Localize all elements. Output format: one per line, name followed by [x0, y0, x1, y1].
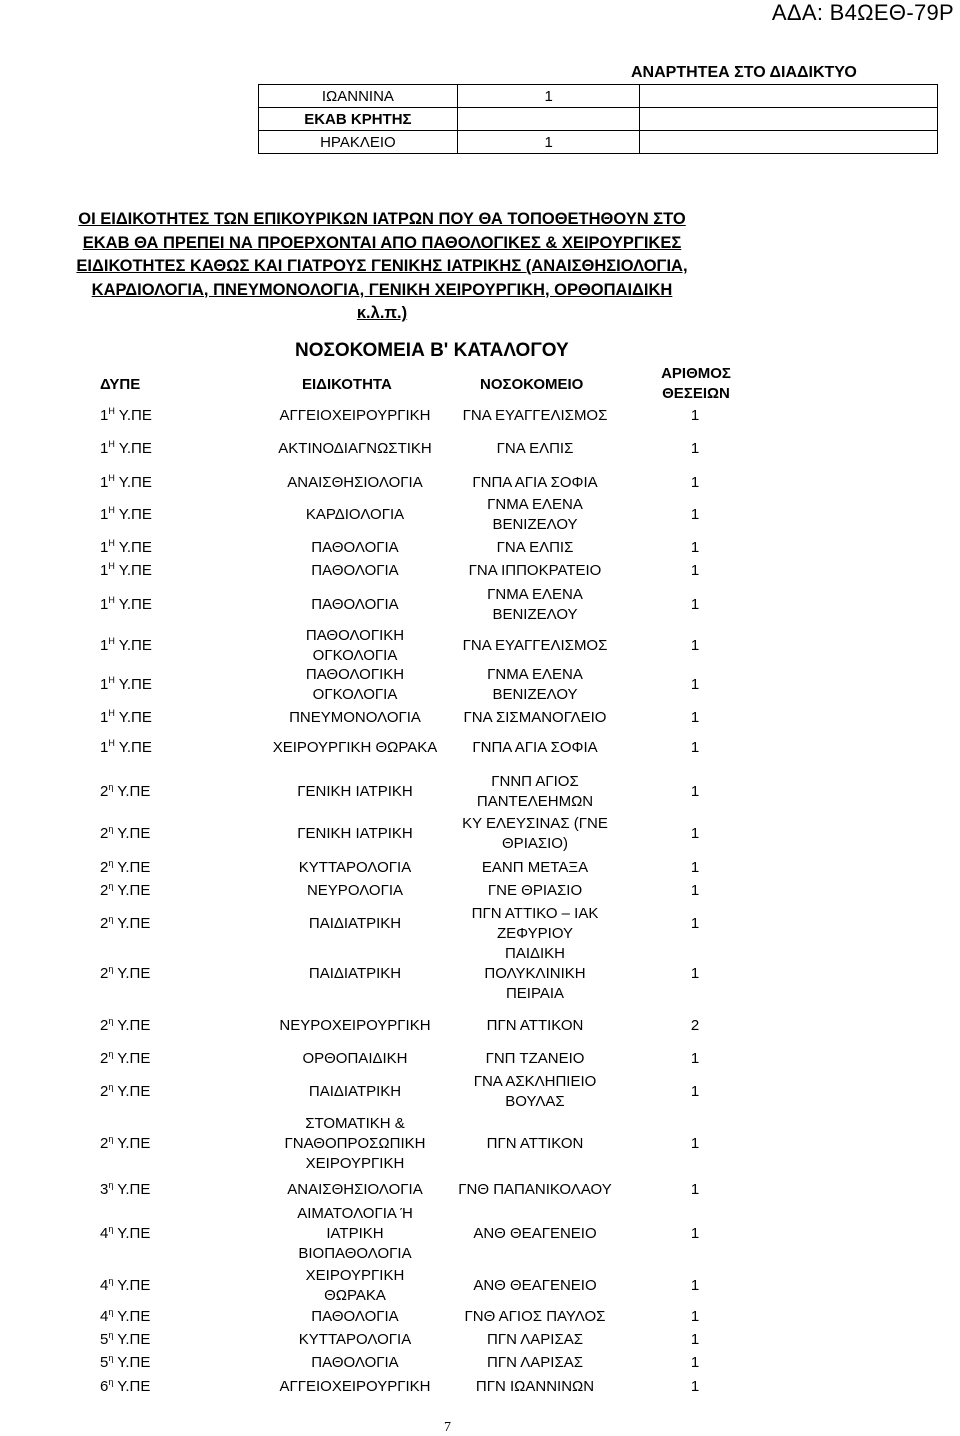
- hospital-line: ΒΕΝΙΖΕΛΟΥ: [492, 516, 578, 533]
- hospital-line: ΓΝΑ ΕΥΑΓΓΕΛΙΣΜΟΣ: [462, 637, 608, 654]
- dype-label: Υ.ΠΕ: [117, 965, 151, 982]
- dype-number: 1: [100, 637, 109, 654]
- dype-ordinal: η: [108, 1224, 114, 1234]
- positions-cell: 1: [690, 709, 700, 726]
- dype-cell: [100, 708, 152, 728]
- specialty-cell: [260, 914, 450, 934]
- hospital-line: ΓΝΑ ΣΙΣΜΑΝΟΓΛΕΙΟ: [463, 709, 607, 726]
- hospital-line: ΠΓΝ ΙΩΑΝΝΙΝΩΝ: [475, 1378, 595, 1395]
- dype-number: 2: [100, 859, 109, 876]
- dype-cell: [100, 1353, 150, 1373]
- dype-cell: [100, 824, 150, 844]
- dype-label: Υ.ΠΕ: [117, 1083, 151, 1100]
- dype-ordinal: η: [108, 1049, 114, 1059]
- column-header-positions-line1: ΑΡΙΘΜΟΣ: [661, 365, 731, 382]
- specialty-cell: [260, 1377, 450, 1397]
- specialty-line: ΑΓΓΕΙΟΧΕΙΡΟΥΡΓΙΚΗ: [279, 407, 431, 424]
- positions-cell: 1: [690, 1378, 700, 1395]
- hospital-line: ΠΟΛΥΚΛΙΝΙΚΗ: [484, 965, 586, 982]
- hospital-cell: [430, 1307, 640, 1327]
- column-header-dype: ΔΥΠΕ: [100, 376, 141, 393]
- specialty-line: ΟΓΚΟΛΟΓΙΑ: [312, 647, 398, 664]
- specialty-line: ΧΕΙΡΟΥΡΓΙΚΗ ΘΩΡΑΚΑ: [272, 739, 438, 756]
- column-header-specialty: ΕΙΔΙΚΟΤΗΤΑ: [302, 376, 392, 393]
- positions-cell: 1: [690, 1225, 700, 1242]
- dype-ordinal: η: [108, 881, 114, 891]
- dype-label: Υ.ΠΕ: [117, 1308, 151, 1325]
- dype-label: Υ.ΠΕ: [117, 1181, 151, 1198]
- dype-cell: [100, 1276, 150, 1296]
- positions-cell: 1: [690, 965, 700, 982]
- dype-label: Υ.ΠΕ: [117, 1050, 151, 1067]
- specialty-cell: [260, 824, 450, 844]
- hospital-line: ΠΕΙΡΑΙΑ: [505, 985, 565, 1002]
- hospital-line: ΠΓΝ ΑΤΤΙΚΟΝ: [486, 1017, 584, 1034]
- dype-label: Υ.ΠΕ: [117, 859, 151, 876]
- hospital-line: ΒΟΥΛΑΣ: [505, 1093, 565, 1110]
- hospital-line: ΓΝΕ ΘΡΙΑΣΙΟ: [487, 882, 583, 899]
- dype-cell: [100, 858, 150, 878]
- dype-cell: [100, 1307, 150, 1327]
- specialty-cell: [260, 858, 450, 878]
- positions-cell: 1: [690, 1354, 700, 1371]
- specialty-line: ΓΝΑΘΟΠΡΟΣΩΠΙΚΗ: [284, 1135, 426, 1152]
- specialty-cell: [260, 1266, 450, 1306]
- dype-cell: [100, 439, 152, 459]
- positions-cell: 1: [690, 1135, 700, 1152]
- dype-number: 5: [100, 1354, 109, 1371]
- hospital-cell: [430, 636, 640, 656]
- specialty-line: ΑΝΑΙΣΘΗΣΙΟΛΟΓΙΑ: [287, 1181, 423, 1198]
- dype-cell: [100, 473, 152, 493]
- dype-label: Υ.ΠΕ: [118, 562, 152, 579]
- hospital-cell: [430, 814, 640, 854]
- positions-cell: 1: [690, 676, 700, 693]
- specialty-line: ΧΕΙΡΟΥΡΓΙΚΗ: [305, 1155, 405, 1172]
- positions-cell: 1: [690, 1277, 700, 1294]
- top-table-city: ΕΚΑΒ ΚΡΗΤΗΣ: [259, 108, 458, 131]
- specialty-line: ΚΥΤΤΑΡΟΛΟΓΙΑ: [298, 859, 412, 876]
- specialty-line: ΠΑΙΔΙΑΤΡΙΚΗ: [308, 965, 402, 982]
- dype-number: 1: [100, 676, 109, 693]
- dype-ordinal: η: [108, 782, 114, 792]
- intro-line: ΕΙΔΙΚΟΤΗΤΕΣ ΚΑΘΩΣ ΚΑΙ ΓΙΑΤΡΟΥΣ ΓΕΝΙΚΗΣ ΙΑΤΡΙΚΗΣ (ΑΝΑΙΣΘΗΣΙΟΛΟΓΙΑ,: [76, 257, 688, 276]
- specialty-cell: [260, 782, 450, 802]
- dype-ordinal: η: [108, 1180, 114, 1190]
- specialty-line: ΧΕΙΡΟΥΡΓΙΚΗ: [305, 1267, 405, 1284]
- hospital-cell: [430, 881, 640, 901]
- hospital-line: ΠΑΝΤΕΛΕΗΜΩΝ: [476, 793, 594, 810]
- dype-cell: [100, 881, 150, 901]
- dype-label: Υ.ΠΕ: [117, 882, 151, 899]
- dype-cell: [100, 964, 150, 984]
- specialty-line: ΑΚΤΙΝΟΔΙΑΓΝΩΣΤΙΚΗ: [278, 440, 432, 457]
- specialty-cell: [260, 1307, 450, 1327]
- dype-label: Υ.ΠΕ: [117, 1225, 151, 1242]
- hospital-cell: [430, 495, 640, 535]
- dype-number: 1: [100, 474, 109, 491]
- specialty-cell: [260, 1114, 450, 1174]
- hospital-line: ΒΕΝΙΖΕΛΟΥ: [492, 686, 578, 703]
- positions-cell: 1: [690, 1181, 700, 1198]
- hospital-cell: [430, 439, 640, 459]
- dype-number: 2: [100, 1135, 109, 1152]
- specialty-line: ΘΩΡΑΚΑ: [324, 1287, 386, 1304]
- dype-label: Υ.ΠΕ: [118, 637, 152, 654]
- positions-cell: 1: [690, 1331, 700, 1348]
- hospital-cell: [430, 708, 640, 728]
- hospital-cell: [430, 561, 640, 581]
- positions-cell: 1: [690, 407, 700, 424]
- hospital-line: ΓΝΘ ΠΑΠΑΝΙΚΟΛΑΟΥ: [458, 1181, 612, 1198]
- dype-label: Υ.ΠΕ: [117, 783, 151, 800]
- intro-line: κ.λ.π.): [356, 304, 408, 323]
- top-table-city: ΗΡΑΚΛΕΙΟ: [259, 131, 458, 154]
- hospital-line: ΠΓΝ ΛΑΡΙΣΑΣ: [486, 1354, 583, 1371]
- hospital-cell: [430, 1016, 640, 1036]
- dype-number: 2: [100, 1017, 109, 1034]
- hospital-cell: [430, 944, 640, 1004]
- positions-cell: 1: [690, 882, 700, 899]
- hospital-line: ΓΝΑ ΕΥΑΓΓΕΛΙΣΜΟΣ: [462, 407, 608, 424]
- dype-number: 1: [100, 539, 109, 556]
- dype-cell: [100, 1180, 150, 1200]
- specialty-line: ΠΑΙΔΙΑΤΡΙΚΗ: [308, 915, 402, 932]
- dype-number: 6: [100, 1378, 109, 1395]
- dype-cell: [100, 1049, 150, 1069]
- dype-cell: [100, 914, 150, 934]
- dype-ordinal: Η: [108, 595, 115, 605]
- dype-label: Υ.ΠΕ: [118, 539, 152, 556]
- positions-cell: 1: [690, 1050, 700, 1067]
- positions-cell: 1: [690, 739, 700, 756]
- dype-label: Υ.ΠΕ: [118, 506, 152, 523]
- specialty-line: ΚΑΡΔΙΟΛΟΓΙΑ: [305, 506, 405, 523]
- specialty-line: ΝΕΥΡΟΧΕΙΡΟΥΡΓΙΚΗ: [279, 1017, 431, 1034]
- hospital-cell: [430, 473, 640, 493]
- dype-cell: [100, 782, 150, 802]
- hospital-line: ΒΕΝΙΖΕΛΟΥ: [492, 606, 578, 623]
- hospital-line: ΓΝΝΠ ΑΓΙΟΣ: [491, 773, 579, 790]
- specialty-line: ΝΕΥΡΟΛΟΓΙΑ: [306, 882, 404, 899]
- dype-ordinal: η: [108, 964, 114, 974]
- dype-number: 1: [100, 440, 109, 457]
- positions-cell: 2: [690, 1017, 700, 1034]
- hospital-cell: [430, 1180, 640, 1200]
- specialty-line: ΚΥΤΤΑΡΟΛΟΓΙΑ: [298, 1331, 412, 1348]
- hospital-cell: [430, 858, 640, 878]
- dype-ordinal: η: [108, 1353, 114, 1363]
- specialty-line: ΣΤΟΜΑΤΙΚΗ &: [305, 1115, 405, 1132]
- specialty-line: ΑΙΜΑΤΟΛΟΓΙΑ Ή: [297, 1205, 413, 1222]
- hospital-line: ΑΝΘ ΘΕΑΓΕΝΕΙΟ: [473, 1277, 597, 1294]
- dype-number: 1: [100, 562, 109, 579]
- specialty-line: ΠΑΘΟΛΟΓΙΑ: [311, 1354, 399, 1371]
- intro-line: ΟΙ ΕΙΔΙΚΟΤΗΤΕΣ ΤΩΝ ΕΠΙΚΟΥΡΙΚΩΝ ΙΑΤΡΩΝ ΠΟΥ ΘΑ ΤΟΠΟΘΕΤΗΘΟΥΝ ΣΤΟ: [78, 210, 686, 228]
- top-table-count: 1: [457, 131, 640, 154]
- specialty-cell: [260, 1330, 450, 1350]
- dype-ordinal: η: [108, 1330, 114, 1340]
- specialty-line: ΑΓΓΕΙΟΧΕΙΡΟΥΡΓΙΚΗ: [279, 1378, 431, 1395]
- dype-cell: [100, 538, 152, 558]
- hospital-line: ΓΝΑ ΙΠΠΟΚΡΑΤΕΙΟ: [468, 562, 602, 579]
- hospital-line: ΓΝΠ ΤΖΑΝΕΙΟ: [485, 1050, 585, 1067]
- dype-ordinal: η: [108, 1016, 114, 1026]
- dype-label: Υ.ΠΕ: [118, 676, 152, 693]
- dype-ordinal: Η: [108, 675, 115, 685]
- specialty-line: ΠΑΘΟΛΟΓΙΚΗ: [305, 627, 405, 644]
- dype-label: Υ.ΠΕ: [118, 709, 152, 726]
- specialty-line: ΠΑΙΔΙΑΤΡΙΚΗ: [308, 1083, 402, 1100]
- dype-cell: [100, 1082, 150, 1102]
- specialty-line: ΒΙΟΠΑΘΟΛΟΓΙΑ: [298, 1245, 412, 1262]
- specialty-cell: [260, 406, 450, 426]
- specialty-cell: [260, 708, 450, 728]
- hospital-cell: [430, 1049, 640, 1069]
- dype-label: Υ.ΠΕ: [117, 1331, 151, 1348]
- dype-cell: [100, 675, 152, 695]
- dype-ordinal: Η: [108, 439, 115, 449]
- dype-ordinal: η: [108, 1134, 114, 1144]
- dype-ordinal: η: [108, 1276, 114, 1286]
- dype-cell: [100, 1330, 150, 1350]
- specialty-line: ΓΕΝΙΚΗ ΙΑΤΡΙΚΗ: [297, 783, 413, 800]
- specialty-cell: [260, 626, 450, 666]
- dype-cell: [100, 1016, 150, 1036]
- positions-cell: 1: [690, 440, 700, 457]
- dype-ordinal: η: [108, 1082, 114, 1092]
- dype-number: 2: [100, 1050, 109, 1067]
- dype-ordinal: η: [108, 1377, 114, 1387]
- catalog-title: ΝΟΣΟΚΟΜΕΙΑ Β' ΚΑΤΑΛΟΓΟΥ: [295, 340, 569, 361]
- hospital-line: ΓΝΑ ΕΛΠΙΣ: [496, 440, 574, 457]
- hospital-cell: [430, 1224, 640, 1244]
- specialty-cell: [260, 473, 450, 493]
- specialty-cell: [260, 538, 450, 558]
- dype-cell: [100, 738, 152, 758]
- specialty-cell: [260, 595, 450, 615]
- dype-ordinal: η: [108, 914, 114, 924]
- top-table-count: 1: [457, 85, 640, 108]
- page-number: 7: [444, 1420, 451, 1435]
- hospital-line: ΠΓΝ ΑΤΤΙΚΟΝ: [486, 1135, 584, 1152]
- intro-line: ΚΑΡΔΙΟΛΟΓΙΑ, ΠΝΕΥΜΟΝΟΛΟΓΙΑ, ΓΕΝΙΚΗ ΧΕΙΡΟΥΡΓΙΚΗ, ΟΡΘΟΠΑΙΔΙΚΗ: [91, 280, 673, 299]
- dype-number: 4: [100, 1225, 109, 1242]
- dype-label: Υ.ΠΕ: [118, 407, 152, 424]
- dype-ordinal: Η: [108, 636, 115, 646]
- dype-cell: [100, 1134, 150, 1154]
- specialty-line: ΠΑΘΟΛΟΓΙΑ: [311, 596, 399, 613]
- dype-label: Υ.ΠΕ: [118, 739, 152, 756]
- positions-cell: 1: [690, 1308, 700, 1325]
- dype-number: 4: [100, 1308, 109, 1325]
- positions-cell: 1: [690, 783, 700, 800]
- dype-ordinal: Η: [108, 738, 115, 748]
- hospital-cell: [430, 1072, 640, 1112]
- dype-number: 5: [100, 1331, 109, 1348]
- positions-cell: 1: [690, 506, 700, 523]
- specialty-line: ΠΑΘΟΛΟΓΙΚΗ: [305, 666, 405, 683]
- hospital-line: ΑΝΘ ΘΕΑΓΕΝΕΙΟ: [473, 1225, 597, 1242]
- hospital-line: ΕΑΝΠ ΜΕΤΑΞΑ: [481, 859, 589, 876]
- specialty-cell: [260, 439, 450, 459]
- dype-label: Υ.ΠΕ: [117, 1277, 151, 1294]
- positions-cell: 1: [690, 859, 700, 876]
- specialty-cell: [260, 1049, 450, 1069]
- specialty-cell: [260, 881, 450, 901]
- specialty-line: ΙΑΤΡΙΚΗ: [326, 1225, 384, 1242]
- positions-cell: 1: [690, 1083, 700, 1100]
- specialty-cell: [260, 964, 450, 984]
- hospital-line: ΓΝΜΑ ΕΛΕΝΑ: [487, 586, 583, 603]
- hospital-line: ΠΑΙΔΙΚΗ: [504, 945, 566, 962]
- dype-number: 2: [100, 882, 109, 899]
- hospital-line: ΠΓΝ ΑΤΤΙΚΟ – ΙΑΚ: [471, 905, 599, 922]
- dype-ordinal: Η: [108, 505, 115, 515]
- dype-number: 1: [100, 596, 109, 613]
- dype-cell: [100, 406, 152, 426]
- dype-cell: [100, 561, 152, 581]
- specialty-line: ΑΝΑΙΣΘΗΣΙΟΛΟΓΙΑ: [287, 474, 423, 491]
- dype-number: 4: [100, 1277, 109, 1294]
- positions-cell: 1: [690, 562, 700, 579]
- hospital-cell: [430, 738, 640, 758]
- specialty-cell: [260, 1016, 450, 1036]
- dype-label: Υ.ΠΕ: [117, 1378, 151, 1395]
- column-header-positions-line2: ΘΕΣΕΙΩΝ: [662, 385, 730, 402]
- intro-line: ΕΚΑΒ ΘΑ ΠΡΕΠΕΙ ΝΑ ΠΡΟΕΡΧΟΝΤΑΙ ΑΠΟ ΠΑΘΟΛΟΓΙΚΕΣ & ΧΕΙΡΟΥΡΓΙΚΕΣ: [82, 233, 682, 252]
- dype-label: Υ.ΠΕ: [117, 825, 151, 842]
- specialty-line: ΟΡΘΟΠΑΙΔΙΚΗ: [302, 1050, 408, 1067]
- dype-number: 1: [100, 506, 109, 523]
- dype-number: 2: [100, 825, 109, 842]
- dype-ordinal: η: [108, 858, 114, 868]
- dype-number: 2: [100, 1083, 109, 1100]
- dype-label: Υ.ΠΕ: [118, 440, 152, 457]
- hospital-cell: [430, 1134, 640, 1154]
- dype-cell: [100, 595, 152, 615]
- dype-number: 1: [100, 407, 109, 424]
- column-header-hospital: ΝΟΣΟΚΟΜΕΙΟ: [480, 376, 584, 393]
- hospital-cell: [430, 538, 640, 558]
- dype-label: Υ.ΠΕ: [117, 1354, 151, 1371]
- hospital-cell: [430, 1330, 640, 1350]
- hospital-cell: [430, 406, 640, 426]
- positions-cell: 1: [690, 539, 700, 556]
- hospital-cell: [430, 1377, 640, 1397]
- specialty-cell: [260, 1353, 450, 1373]
- hospital-cell: [430, 1276, 640, 1296]
- hospital-line: ΓΝΘ ΑΓΙΟΣ ΠΑΥΛΟΣ: [464, 1308, 606, 1325]
- dype-ordinal: η: [108, 824, 114, 834]
- specialty-cell: [260, 1082, 450, 1102]
- specialty-cell: [260, 1180, 450, 1200]
- dype-label: Υ.ΠΕ: [117, 915, 151, 932]
- positions-cell: 1: [690, 637, 700, 654]
- dype-label: Υ.ΠΕ: [117, 1135, 151, 1152]
- dype-number: 2: [100, 783, 109, 800]
- hospital-line: ΓΝΠΑ ΑΓΙΑ ΣΟΦΙΑ: [472, 739, 598, 756]
- specialty-line: ΟΓΚΟΛΟΓΙΑ: [312, 686, 398, 703]
- specialty-line: ΠΝΕΥΜΟΝΟΛΟΓΙΑ: [289, 709, 421, 726]
- hospital-line: ΓΝΑ ΕΛΠΙΣ: [496, 539, 574, 556]
- specialty-line: ΓΕΝΙΚΗ ΙΑΤΡΙΚΗ: [297, 825, 413, 842]
- specialty-cell: [260, 561, 450, 581]
- dype-number: 3: [100, 1181, 109, 1198]
- dype-ordinal: Η: [108, 406, 115, 416]
- hospital-line: ΓΝΠΑ ΑΓΙΑ ΣΟΦΙΑ: [472, 474, 598, 491]
- hospital-line: ΘΡΙΑΣΙΟ): [502, 835, 568, 852]
- ada-code: ΑΔΑ: Β4ΩΕΘ-79Ρ: [771, 0, 954, 25]
- hospital-line: ΓΝΜΑ ΕΛΕΝΑ: [487, 496, 583, 513]
- dype-ordinal: Η: [108, 708, 115, 718]
- hospital-line: ΓΝΜΑ ΕΛΕΝΑ: [487, 666, 583, 683]
- dype-cell: [100, 636, 152, 656]
- dype-cell: [100, 505, 152, 525]
- dype-label: Υ.ΠΕ: [118, 474, 152, 491]
- specialty-cell: [260, 1204, 450, 1264]
- hospital-cell: [430, 1353, 640, 1373]
- dype-number: 1: [100, 739, 109, 756]
- hospital-line: ΓΝΑ ΑΣΚΛΗΠΙΕΙΟ: [473, 1073, 597, 1090]
- hospital-cell: [430, 904, 640, 944]
- hospital-cell: [430, 772, 640, 812]
- positions-cell: 1: [690, 825, 700, 842]
- hospital-cell: [430, 665, 640, 705]
- dype-label: Υ.ΠΕ: [117, 1017, 151, 1034]
- specialty-cell: [260, 665, 450, 705]
- specialty-cell: [260, 738, 450, 758]
- dype-ordinal: Η: [108, 538, 115, 548]
- hospital-cell: [430, 585, 640, 625]
- dype-ordinal: η: [108, 1307, 114, 1317]
- dype-cell: [100, 1224, 150, 1244]
- positions-cell: 1: [690, 596, 700, 613]
- hospital-line: ΚΥ ΕΛΕΥΣΙΝΑΣ (ΓΝΕ: [462, 815, 608, 832]
- positions-cell: 1: [690, 915, 700, 932]
- top-table-city: ΙΩΑΝΝΙΝΑ: [259, 85, 458, 108]
- dype-cell: [100, 1377, 150, 1397]
- hospital-line: ΖΕΦΥΡΙΟΥ: [496, 925, 574, 942]
- dype-label: Υ.ΠΕ: [118, 596, 152, 613]
- posting-note: ΑΝΑΡΤΗΤΕΑ ΣΤΟ ΔΙΑΔΙΚΤΥΟ: [631, 64, 857, 81]
- hospital-line: ΠΓΝ ΛΑΡΙΣΑΣ: [486, 1331, 583, 1348]
- specialty-line: ΠΑΘΟΛΟΓΙΑ: [311, 1308, 399, 1325]
- specialty-line: ΠΑΘΟΛΟΓΙΑ: [311, 539, 399, 556]
- dype-ordinal: Η: [108, 473, 115, 483]
- dype-number: 2: [100, 965, 109, 982]
- positions-cell: 1: [690, 474, 700, 491]
- specialty-line: ΠΑΘΟΛΟΓΙΑ: [311, 562, 399, 579]
- dype-number: 2: [100, 915, 109, 932]
- specialty-cell: [260, 505, 450, 525]
- dype-ordinal: Η: [108, 561, 115, 571]
- dype-number: 1: [100, 709, 109, 726]
